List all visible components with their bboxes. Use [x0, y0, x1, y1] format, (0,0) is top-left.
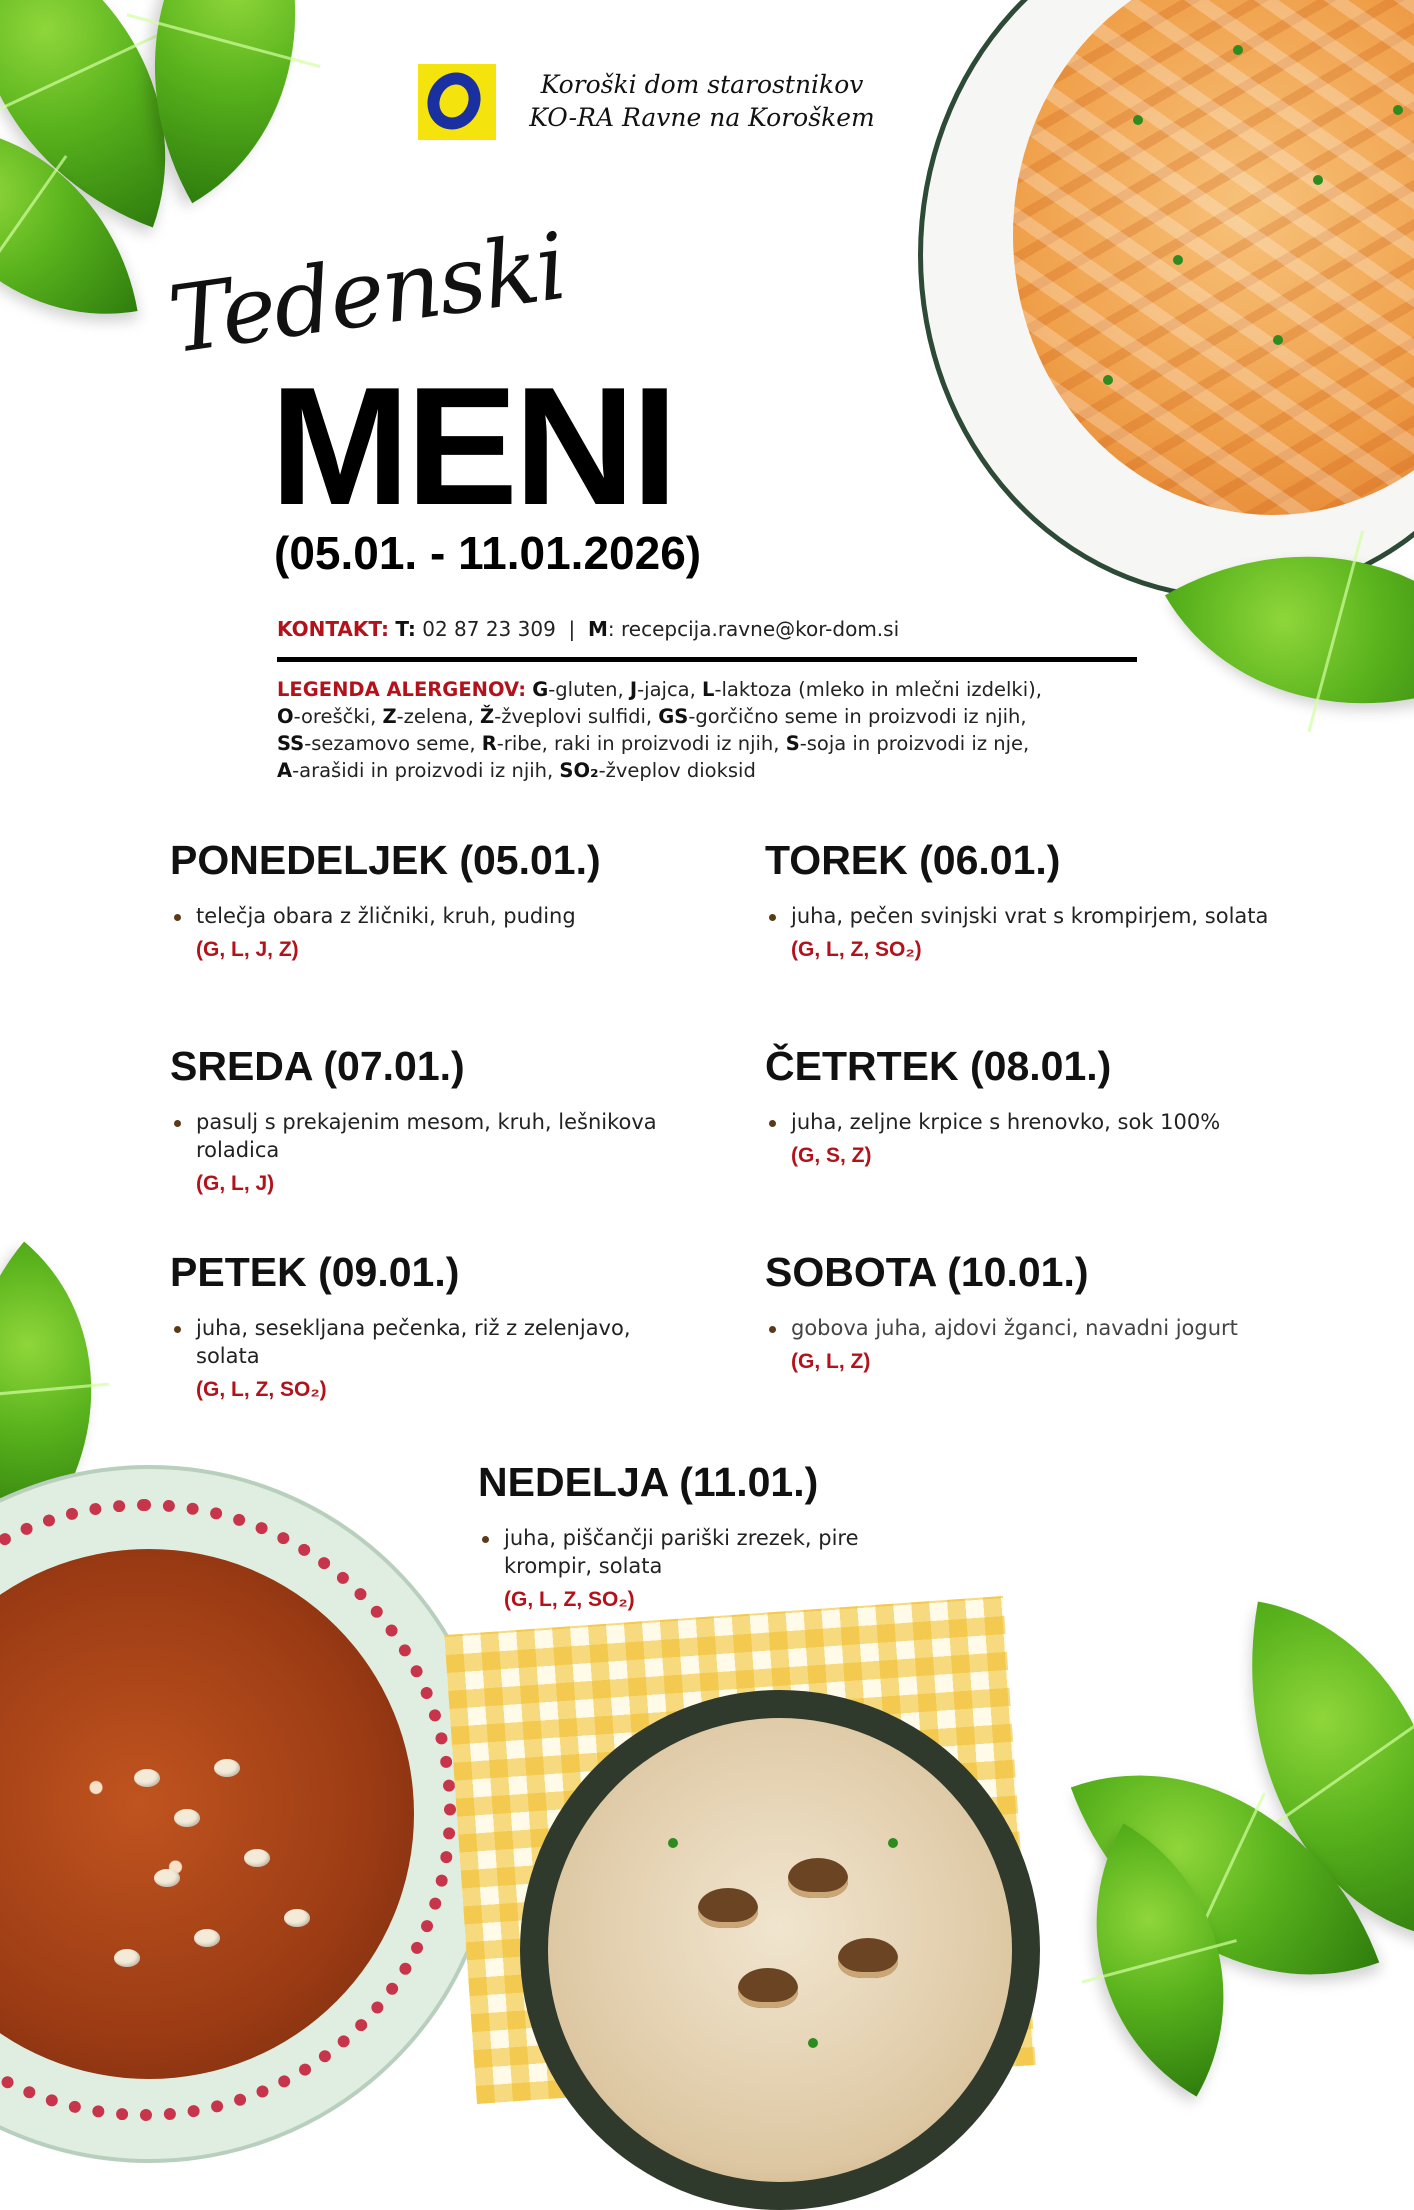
divider — [277, 657, 1137, 662]
day-wednesday — [170, 1042, 730, 1196]
page-title: MENI — [270, 352, 674, 540]
bean-stew-bowl-image — [0, 1465, 498, 2163]
day-title: PONEDELJEK (05.01.) — [170, 837, 601, 883]
day-title: SREDA (07.01.) — [170, 1043, 465, 1089]
menu-item: gobova juha, ajdovi žganci, navadni jogurt — [765, 1314, 1291, 1342]
pasta-image — [1013, 0, 1414, 515]
phone-number: 02 87 23 309 — [422, 617, 556, 641]
day-tuesday — [765, 836, 1325, 962]
allergen-codes: (G, L, J, Z) — [196, 938, 299, 961]
menu-item: pasulj s prekajenim mesom, kruh, lešnikova roladica — [170, 1108, 696, 1164]
mushroom-soup-bowl-image — [520, 1690, 1040, 2210]
menu-item: juha, pečen svinjski vrat s krompirjem, solata — [765, 902, 1291, 930]
date-range: (05.01. - 11.01.2026) — [274, 527, 702, 579]
day-thursday — [765, 1042, 1325, 1168]
organization-name: Koroški dom starostnikov KO-RA Ravne na Koroškem — [529, 70, 875, 132]
contact-line: KONTAKT: T: 02 87 23 309 | M: recepcija.ravne@kor-dom.si — [277, 617, 900, 641]
allergen-codes: (G, S, Z) — [791, 1144, 872, 1167]
menu-item: juha, sesekljana pečenka, riž z zelenjavo, solata — [170, 1314, 696, 1370]
allergen-codes: (G, L, Z, SO₂) — [196, 1378, 327, 1401]
allergen-legend: LEGENDA ALERGENOV: G-gluten, J-jajca, L-laktoza (mleko in mlečni izdelki), O-oreščki, Z-zelena, Ž-žveplovi sulfidi, GS-gorčično seme in proizvodi iz njih, SS-sezamovo seme, R-ribe, raki in proizvodi iz njih, S-soja in proizvodi iz nje, A-arašidi in proizvodi iz njih, SO₂-žveplov dioksid — [277, 678, 1042, 782]
day-sunday — [478, 1458, 1038, 1612]
email-address: recepcija.ravne@kor-dom.si — [621, 617, 900, 641]
menu-item: juha, zeljne krpice s hrenovko, sok 100% — [765, 1108, 1291, 1136]
script-title: Tedenski — [162, 212, 572, 375]
day-title: TOREK (06.01.) — [765, 837, 1061, 883]
allergen-codes: (G, L, Z) — [791, 1350, 871, 1373]
allergen-codes: (G, L, Z, SO₂) — [504, 1588, 635, 1611]
allergen-codes: (G, L, J) — [196, 1172, 275, 1195]
day-title: ČETRTEK (08.01.) — [765, 1043, 1112, 1089]
day-title: NEDELJA (11.01.) — [478, 1459, 819, 1505]
day-saturday — [765, 1248, 1325, 1374]
allergen-codes: (G, L, Z, SO₂) — [791, 938, 922, 961]
day-title: SOBOTA (10.01.) — [765, 1249, 1089, 1295]
day-monday — [170, 836, 730, 962]
logo — [418, 64, 496, 140]
day-title: PETEK (09.01.) — [170, 1249, 460, 1295]
pasta-plate-image — [918, 0, 1414, 600]
menu-item: telečja obara z žličniki, kruh, puding — [170, 902, 696, 930]
day-friday — [170, 1248, 730, 1402]
menu-item: juha, piščančji pariški zrezek, pire krompir, solata — [478, 1524, 864, 1580]
